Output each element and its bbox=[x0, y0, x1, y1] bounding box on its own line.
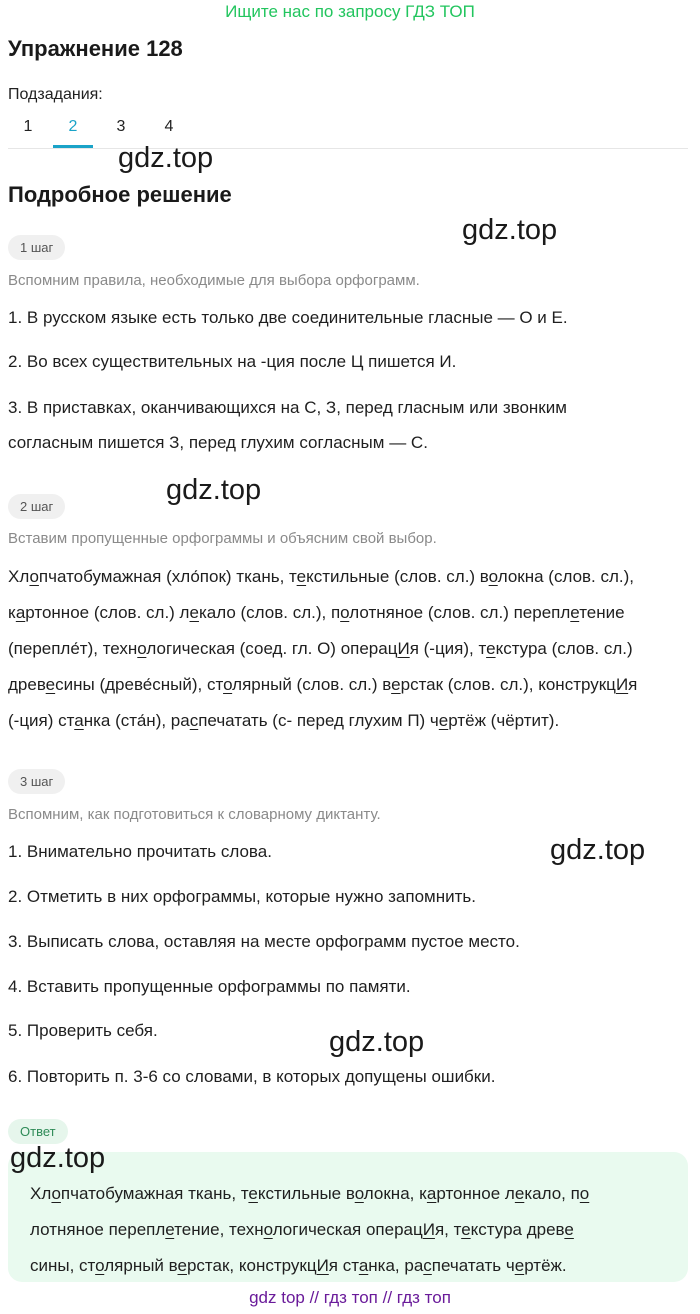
subtasks-label: Подзадания: bbox=[8, 86, 103, 103]
step-1-line-3b: согласным пишется З, перед глухим согласным — С. bbox=[8, 433, 428, 452]
tab-3[interactable]: 3 bbox=[116, 118, 126, 135]
tab-2[interactable]: 2 bbox=[68, 118, 78, 135]
watermark: gdz.top bbox=[10, 1142, 106, 1174]
step-3-item: 4. Вставить пропущенные орфограммы по памяти. bbox=[8, 977, 411, 996]
step-3-item: 5. Проверить себя. bbox=[8, 1021, 158, 1040]
subtask-tabs bbox=[8, 112, 688, 149]
step-2-paragraph: Хлопчатобумажная (хло́пок) ткань, текстильные (слов. сл.) волокна (слов. сл.), картонное (слов. сл.) лекало (слов. сл.), полотняное (слов. сл.) переплетение (перепле́т), технологическая (соед. гл. О) операцИя (-ция), текстура (слов. сл.) древесины (древе́сный), столярный (слов. сл.) верстак (слов. сл.), конструкцИя (-ция) станка (ста́н), распечатать (с- перед глухим П) чертёж (чёртит). bbox=[8, 567, 638, 730]
footer-links[interactable]: gdz top // гдз топ // гдз топ bbox=[249, 1288, 451, 1307]
step-1-badge: 1 шаг bbox=[8, 235, 65, 260]
step-3-item: 6. Повторить п. 3-6 со словами, в которых допущены ошибки. bbox=[8, 1067, 496, 1086]
step-2-badge: 2 шаг bbox=[8, 494, 65, 519]
step-1-line-3a: 3. В приставках, оканчивающихся на С, З, перед гласным или звонким bbox=[8, 398, 567, 417]
top-banner[interactable]: Ищите нас по запросу ГДЗ ТОП bbox=[225, 2, 475, 21]
watermark: gdz.top bbox=[550, 834, 646, 866]
step-1-line-2: 2. Во всех существительных на -ция после Ц пишется И. bbox=[8, 352, 457, 371]
step-2-hint: Вставим пропущенные орфограммы и объясним свой выбор. bbox=[8, 530, 437, 547]
tab-4[interactable]: 4 bbox=[164, 118, 174, 135]
answer-badge: Ответ bbox=[8, 1119, 68, 1144]
tab-1[interactable]: 1 bbox=[23, 118, 33, 135]
step-3-hint: Вспомним, как подготовиться к словарному диктанту. bbox=[8, 806, 381, 823]
step-3-item: 3. Выписать слова, оставляя на месте орфограмм пустое место. bbox=[8, 932, 520, 951]
active-tab-indicator bbox=[53, 145, 93, 148]
watermark: gdz.top bbox=[462, 214, 558, 246]
page-title: Упражнение 128 bbox=[8, 36, 183, 61]
watermark: gdz.top bbox=[329, 1026, 425, 1058]
solution-title: Подробное решение bbox=[8, 182, 232, 207]
step-1-line-1: 1. В русском языке есть только две соединительные гласные — О и Е. bbox=[8, 308, 568, 327]
step-1-hint: Вспомним правила, необходимые для выбора орфограмм. bbox=[8, 272, 420, 289]
step-3-item: 1. Внимательно прочитать слова. bbox=[8, 842, 272, 861]
watermark: gdz.top bbox=[166, 474, 262, 506]
step-3-item: 2. Отметить в них орфограммы, которые нужно запомнить. bbox=[8, 887, 476, 906]
watermark: gdz.top bbox=[118, 142, 214, 174]
answer-text: Хлопчатобумажная ткань, текстильные волокна, картонное лекало, по лотняное переплетение, технологическая операцИя, текстура древе сины, столярный верстак, конструкцИя станка, распечатать чертёж. bbox=[30, 1184, 590, 1275]
step-3-badge: 3 шаг bbox=[8, 769, 65, 794]
